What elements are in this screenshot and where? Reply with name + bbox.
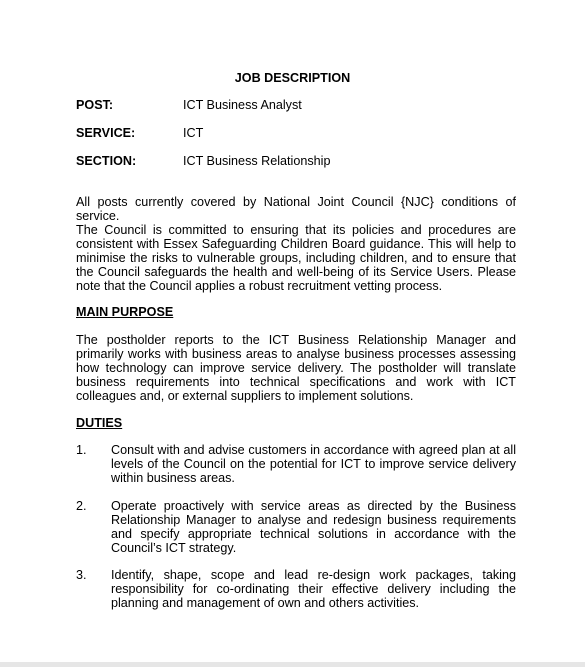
duty-number: 2.: [76, 499, 87, 513]
service-field: [76, 126, 516, 140]
duty-item: [76, 568, 516, 610]
page-bottom-edge: [0, 662, 585, 667]
main-purpose-heading: MAIN PURPOSE: [76, 305, 174, 319]
service-label: SERVICE:: [76, 126, 136, 140]
duty-item: [76, 499, 516, 555]
council-paragraph: The Council is committed to ensuring that its policies and procedures are consistent with Essex Safeguarding Children Board guidance. This will help to minimise the risks to vulnerable groups, including children, and to ensure that the Council safeguards the health and well-being of its Service Users. Please note that the Council applies a robust recruitment vetting process.: [76, 223, 516, 293]
intro-paragraph: All posts currently covered by National Joint Council {NJC} conditions of service.: [76, 195, 516, 223]
section-label: SECTION:: [76, 154, 137, 168]
main-purpose-paragraph: The postholder reports to the ICT Business Relationship Manager and primarily works with business areas to analyse business processes assessing how technology can improve service delivery. The postholder will translate business requirements into technical specifications and work with ICT colleagues and, or external suppliers to implement solutions.: [76, 333, 516, 403]
duty-text: Operate proactively with service areas as directed by the Business Relationship Manager to analyse and redesign business requirements and specify appropriate technical solutions in accordance with the Council’s ICT strategy.: [111, 499, 516, 555]
duty-text: Consult with and advise customers in accordance with agreed plan at all levels of the Council on the potential for ICT to improve service delivery within business areas.: [111, 443, 516, 485]
duty-number: 3.: [76, 568, 87, 582]
post-value: ICT Business Analyst: [183, 98, 302, 112]
duty-text: Identify, shape, scope and lead re-design work packages, taking responsibility for co-ordinating their effective delivery including the planning and management of own and others activities.: [111, 568, 516, 610]
post-label: POST:: [76, 98, 114, 112]
section-field: [76, 154, 516, 168]
section-value: ICT Business Relationship: [183, 154, 331, 168]
duty-number: 1.: [76, 443, 87, 457]
document-title: JOB DESCRIPTION: [234, 71, 351, 85]
duties-heading: DUTIES: [76, 416, 123, 430]
post-field: [76, 98, 516, 112]
service-value: ICT: [183, 126, 204, 140]
duty-item: [76, 443, 516, 485]
